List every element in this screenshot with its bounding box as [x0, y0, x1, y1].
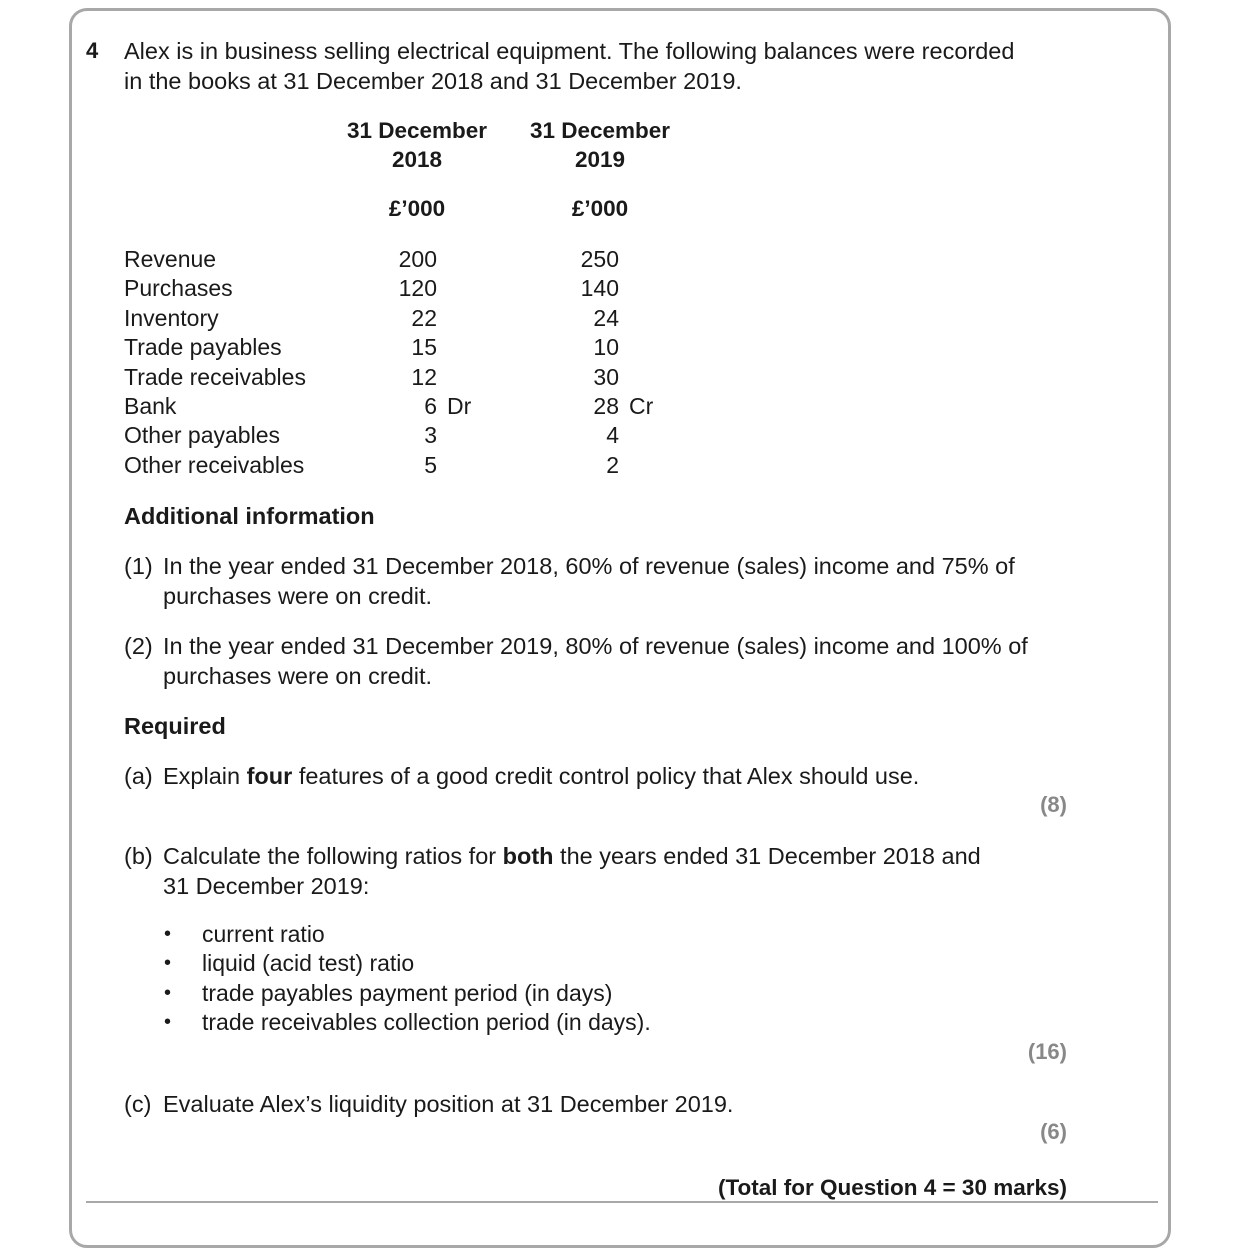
column-unit-2019: £’000	[571, 196, 629, 221]
part-b-text-pre: Calculate the following ratios for	[163, 843, 503, 869]
row-label-bank: Bank	[124, 393, 177, 419]
part-a-text	[163, 761, 919, 791]
additional-item-1-line1: In the year ended 31 December 2018, 60% of revenue (sales) income and 75% of	[163, 553, 1015, 579]
bullet-2-text: liquid (acid test) ratio	[202, 950, 415, 976]
intro-line-1: Alex is in business selling electrical equipment. The following balances were recorded	[124, 38, 1015, 64]
part-b-text	[163, 841, 981, 901]
row-trade-receivables-2019: 30	[593, 364, 619, 390]
row-label-other-receivables: Other receivables	[124, 452, 305, 478]
row-bank-2019-suffix: Cr	[629, 393, 654, 419]
bullet-4-text: trade receivables collection period (in days).	[202, 1009, 651, 1035]
row-bank-2018: 6	[424, 393, 437, 419]
column-header-2018	[332, 116, 502, 174]
column-header-2019-line1: 31 December	[529, 118, 671, 143]
row-inventory-2018: 22	[411, 305, 437, 331]
bullet-1-text: current ratio	[202, 921, 325, 947]
row-other-receivables-2018: 5	[424, 452, 437, 478]
additional-item-1-line2: purchases were on credit.	[163, 583, 433, 609]
part-c-label: (c)	[124, 1091, 152, 1117]
row-trade-receivables-2018: 12	[411, 364, 437, 390]
additional-item-2-line1: In the year ended 31 December 2019, 80% of revenue (sales) income and 100% of	[163, 633, 1028, 659]
bullet-3-text: trade payables payment period (in days)	[202, 980, 613, 1006]
bullet-2-dot: •	[164, 952, 172, 974]
additional-info-heading: Additional information	[124, 503, 375, 529]
row-other-payables-2018: 3	[424, 422, 437, 448]
column-header-2018-line1: 31 December	[346, 118, 488, 143]
additional-item-2-line2: purchases were on credit.	[163, 663, 433, 689]
part-a-text-pre: Explain	[163, 763, 247, 789]
question-number: 4	[86, 38, 99, 63]
part-b-text-bold: both	[502, 843, 554, 869]
row-bank-2019: 28	[593, 393, 619, 419]
additional-item-2	[163, 631, 1028, 691]
row-label-purchases: Purchases	[124, 275, 233, 301]
row-inventory-2019: 24	[593, 305, 619, 331]
additional-item-1-number: (1)	[124, 553, 153, 579]
row-revenue-2019: 250	[580, 246, 619, 272]
part-a-text-bold: four	[246, 763, 293, 789]
part-a-marks: (8)	[1040, 792, 1067, 817]
row-label-revenue: Revenue	[124, 246, 217, 272]
part-c-marks: (6)	[1040, 1119, 1067, 1144]
part-b-line2: 31 December 2019:	[163, 873, 370, 899]
question-intro	[124, 36, 1014, 96]
part-c-text: Evaluate Alex’s liquidity position at 31 December 2019.	[163, 1091, 734, 1117]
part-b-line1	[163, 841, 981, 871]
row-purchases-2018: 120	[398, 275, 437, 301]
part-b-text-post: the years ended 31 December 2018 and	[553, 843, 981, 869]
bullet-1-dot: •	[164, 923, 172, 945]
part-a-text-post: features of a good credit control policy that Alex should use.	[292, 763, 920, 789]
bullet-4-dot: •	[164, 1011, 172, 1033]
intro-line-2: in the books at 31 December 2018 and 31 December 2019.	[124, 68, 742, 94]
part-a-label: (a)	[124, 763, 153, 789]
row-revenue-2018: 200	[398, 246, 437, 272]
row-bank-2018-suffix: Dr	[447, 393, 472, 419]
part-b-marks: (16)	[1027, 1039, 1067, 1064]
total-marks: (Total for Question 4 = 30 marks)	[717, 1175, 1067, 1200]
row-label-trade-receivables: Trade receivables	[124, 364, 306, 390]
bullet-3-dot: •	[164, 982, 172, 1004]
column-header-2019	[515, 116, 685, 174]
column-unit-2018: £’000	[388, 196, 446, 221]
row-other-receivables-2019: 2	[606, 452, 619, 478]
row-trade-payables-2019: 10	[593, 334, 619, 360]
row-label-trade-payables: Trade payables	[124, 334, 282, 360]
additional-item-1	[163, 551, 1015, 611]
row-label-inventory: Inventory	[124, 305, 219, 331]
row-purchases-2019: 140	[580, 275, 619, 301]
row-label-other-payables: Other payables	[124, 422, 280, 448]
column-header-2018-line2: 2018	[391, 147, 443, 172]
column-header-2019-line2: 2019	[574, 147, 626, 172]
footer-rule	[86, 1201, 1158, 1203]
required-heading: Required	[124, 713, 226, 739]
part-b-label: (b)	[124, 843, 153, 869]
additional-item-2-number: (2)	[124, 633, 153, 659]
row-other-payables-2019: 4	[606, 422, 619, 448]
row-trade-payables-2018: 15	[411, 334, 437, 360]
